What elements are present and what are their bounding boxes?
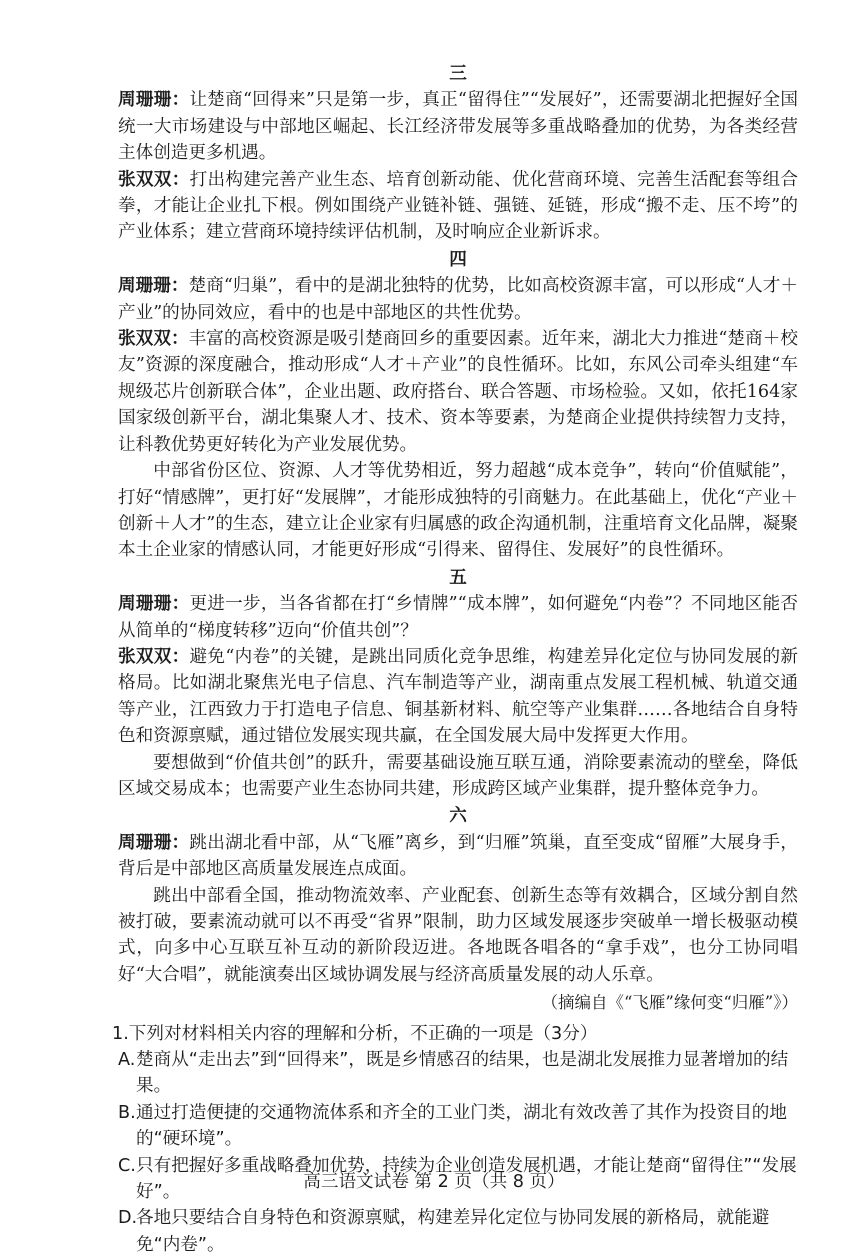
page-footer: 高三语文试卷 第 2 页（共 8 页） — [303, 1172, 565, 1192]
paragraph-text: 更进一步，当各省都在打“乡情牌”“成本牌”，如何避免“内卷”？不同地区能否从简单的“梯度转移”迈向“价值共创”？ — [118, 594, 798, 641]
paragraph-text: 打出构建完善产业生态、培育创新动能、优化营商环境、完善生活配套等组合拳，才能让企业扎下根。例如围绕产业链补链、强链、延链，形成“搬不走、压不垮”的产业体系；建立营商环境持续评估机制，及时响应企业新诉求。 — [118, 169, 798, 243]
question-block — [112, 1021, 798, 1258]
speaker-label: 周珊珊： — [118, 593, 190, 615]
dialogue-paragraph — [118, 830, 798, 883]
paragraph-text: 中部省份区位、资源、人才等优势相近，努力超越“成本竞争”，转向“价值赋能”，打好“情感牌”，更打好“发展牌”，才能形成独特的引商魅力。在此基础上，优化“产业＋创新＋人才”的生态，建立让企业家有归属感的政企沟通机制，注重培育文化品牌，凝聚本土企业家的情感认同，才能更好形成“引得来、留得住、发展好”的良性循环。 — [118, 461, 798, 561]
option-label: B. — [118, 1102, 136, 1123]
dialogue-paragraph — [118, 167, 798, 246]
speaker-label: 周珊珊： — [118, 275, 189, 297]
dialogue-paragraph — [118, 87, 798, 166]
option-label: C. — [118, 1155, 136, 1176]
option-text: 楚商从“走出去”到“回得来”，既是乡情感召的结果，也是湖北发展推力显著增加的结果。 — [136, 1050, 789, 1097]
dialogue-paragraph — [118, 273, 798, 326]
section-heading: 四 — [449, 248, 467, 270]
paragraph-text: 跳出湖北看中部，从“飞雁”离乡，到“归雁”筑巢，直至变成“留雁”大展身手，背后是中部地区高质量发展连点成面。 — [118, 832, 798, 880]
speaker-label: 周珊珊： — [118, 89, 190, 111]
option-d — [112, 1205, 798, 1258]
paragraph-text: 楚商“归巢”，看中的是湖北独特的优势，比如高校资源丰富，可以形成“人才＋产业”的协同效应，看中的也是中部地区的共性优势。 — [118, 276, 798, 323]
section-heading: 五 — [449, 566, 467, 588]
option-label: D. — [118, 1208, 138, 1229]
speaker-label: 张双双： — [118, 645, 190, 667]
paragraph-text: 让楚商“回得来”只是第一步，真正“留得住”“发展好”，还需要湖北把握好全国统一大市场建设与中部地区崛起、长江经济带发展等多重战略叠加的优势，为各类经营主体创造更多机遇。 — [118, 90, 798, 164]
section-heading: 三 — [449, 63, 467, 84]
option-a — [112, 1047, 798, 1100]
option-text: 通过打造便捷的交通物流体系和齐全的工业门类，湖北有效改善了其作为投资目的地的“硬环境”。 — [136, 1102, 787, 1150]
paragraph-text: 要想做到“价值共创”的跃升，需要基础设施互联互通，消除要素流动的壁垒，降低区域交易成本；也需要产业生态协同共建，形成跨区域产业集群，提升整体竞争力。 — [118, 752, 798, 799]
source-citation: （摘编自《“飞雁”缘何变“归雁”》） — [541, 993, 798, 1013]
option-label: A. — [118, 1050, 136, 1071]
speaker-label: 张双双： — [118, 168, 190, 190]
dialogue-paragraph — [118, 326, 798, 458]
speaker-label: 张双双： — [118, 328, 189, 350]
question-stem: 1.下列对材料相关内容的理解和分析，不正确的一项是（3分） — [112, 1023, 598, 1044]
option-text: 只有把握好多重战略叠加优势，持续为企业创造发展机遇，才能让楚商“留得住”“发展好”。 — [136, 1155, 797, 1203]
paragraph-text: 跳出中部看全国，推动物流效率、产业配套、创新生态等有效耦合，区域分割自然被打破，要素流动就可以不再受“省界”限制，助力区域发展逐步突破单一增长极驱动模式，向多中心互联互补互动的新阶段迈进。各地既各唱各的“拿手戏”，也分工协同唱好“大合唱”，就能演奏出区域协调发展与经济高质量发展的动人乐章。 — [118, 885, 798, 985]
dialogue-paragraph — [118, 591, 798, 644]
continuation-paragraph — [118, 458, 798, 564]
paragraph-text: 丰富的高校资源是吸引楚商回乡的重要因素。近年来，湖北大力推进“楚商＋校友”资源的深度融合，推动形成“人才＋产业”的良性循环。比如，东风公司牵头组建“车规级芯片创新联合体”，企业出题、政府搭台、联合答题、市场检验。又如，依托164家国家级创新平台，湖北集聚人才、技术、资本等要素，为楚商企业提供持续智力支持，让科教优势更好转化为产业发展优势。 — [118, 329, 798, 455]
option-b — [112, 1100, 798, 1153]
continuation-paragraph — [118, 883, 798, 989]
paragraph-text: 避免“内卷”的关键，是跳出同质化竞争思维，构建差异化定位与协同发展的新格局。比如湖北聚焦光电子信息、汽车制造等产业，湖南重点发展工程机械、轨道交通等产业，江西致力于打造电子信息、铜基新材料、航空等产业集群……各地结合自身特色和资源禀赋，通过错位发展实现共赢，在全国发展大局中发挥更大作用。 — [118, 646, 798, 747]
section-heading: 六 — [449, 805, 467, 827]
dialogue-paragraph — [118, 644, 798, 750]
speaker-label: 周珊珊： — [118, 831, 190, 853]
option-text: 各地只要结合自身特色和资源禀赋，构建差异化定位与协同发展的新格局，就能避免“内卷”。 — [136, 1208, 770, 1255]
continuation-paragraph — [118, 750, 798, 803]
